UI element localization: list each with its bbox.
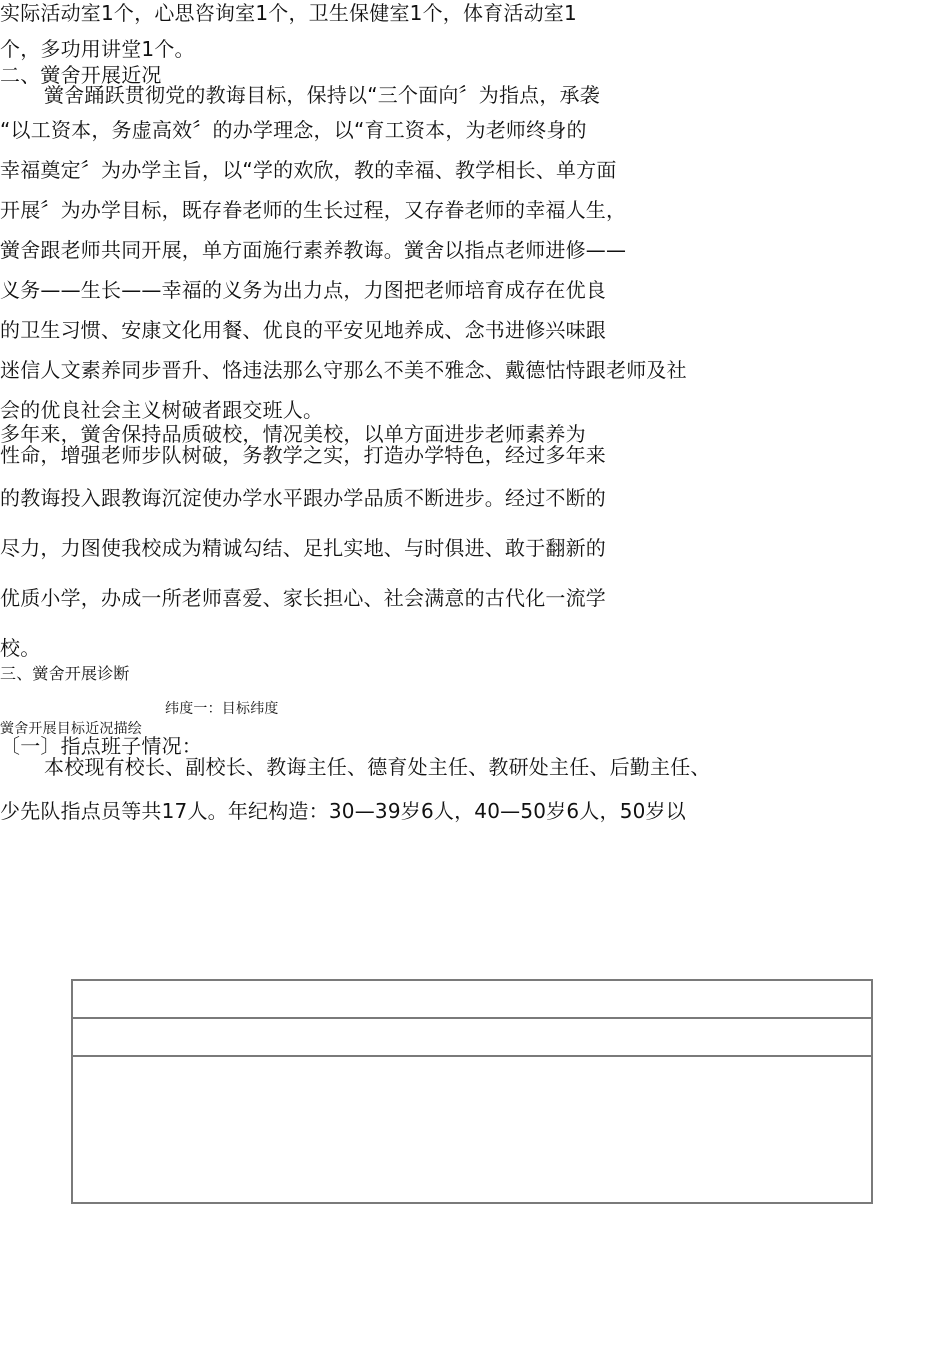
paragraph-line: 多年来，黉舍保持品质破校，情况美校，以单方面进步老师素养为 — [0, 422, 586, 446]
paragraph-line: 黉舍踊跃贯彻党的教诲目标，保持以“三个面向〞为指点，承袭 — [44, 83, 600, 107]
paragraph-line: 幸福奠定〞为办学主旨，以“学的欢欣，教的幸福、教学相长、单方面 — [0, 158, 617, 182]
subsection-label: 黉舍开展目标近况描绘 — [0, 721, 142, 737]
paragraph-line: 少先队指点员等共17人。年纪构造：30—39岁6人，40—50岁6人，50岁以 — [0, 799, 686, 823]
paragraph-line: 黉舍跟老师共同开展，单方面施行素养教诲。黉舍以指点老师进修—— — [0, 238, 627, 262]
section-heading: 二、黉舍开展近况 — [0, 63, 162, 87]
paragraph-line: 尽力，力图使我校成为精诚勾结、足扎实地、与时俱进、敢于翻新的 — [0, 536, 606, 560]
section-heading: 三、黉舍开展诊断 — [0, 664, 130, 683]
empty-table — [71, 979, 873, 1204]
paragraph-line: “以工资本，务虚高效〞的办学理念，以“育工资本，为老师终身的 — [0, 118, 587, 142]
paragraph-line: 的教诲投入跟教诲沉淀使办学水平跟办学品质不断进步。经过不断的 — [0, 486, 606, 510]
paragraph-line: 会的优良社会主义树破者跟交班人。 — [0, 398, 324, 422]
paragraph-line: 本校现有校长、副校长、教诲主任、德育处主任、教研处主任、后勤主任、 — [44, 755, 711, 779]
paragraph-line: 实际活动室1个，心思咨询室1个，卫生保健室1个，体育活动室1 — [0, 1, 577, 25]
subsection-heading: 〔一〕指点班子情况： — [0, 734, 202, 758]
paragraph-line: 开展〞为办学目标，既存眷老师的生长过程，又存眷老师的幸福人生， — [0, 198, 627, 222]
paragraph-line: 个，多功用讲堂1个。 — [0, 37, 195, 61]
paragraph-line: 校。 — [0, 636, 41, 660]
paragraph-line: 义务——生长——幸福的义务为出力点，力图把老师培育成存在优良 — [0, 278, 606, 302]
paragraph-line: 性命，增强老师步队树破，务教学之实，打造办学特色，经过多年来 — [0, 443, 606, 467]
paragraph-line: 优质小学，办成一所老师喜爱、家长担心、社会满意的古代化一流学 — [0, 586, 606, 610]
paragraph-line: 的卫生习惯、安康文化用餐、优良的平安见地养成、念书进修兴味跟 — [0, 318, 606, 342]
dimension-label: 纬度一：目标纬度 — [165, 701, 279, 717]
table-row — [73, 1057, 871, 1202]
paragraph-line: 迷信人文素养同步晋升、恪违法那么守那么不美不雅念、戴德怙恃跟老师及社 — [0, 358, 687, 382]
table-row — [73, 1019, 871, 1057]
table-row — [73, 981, 871, 1019]
